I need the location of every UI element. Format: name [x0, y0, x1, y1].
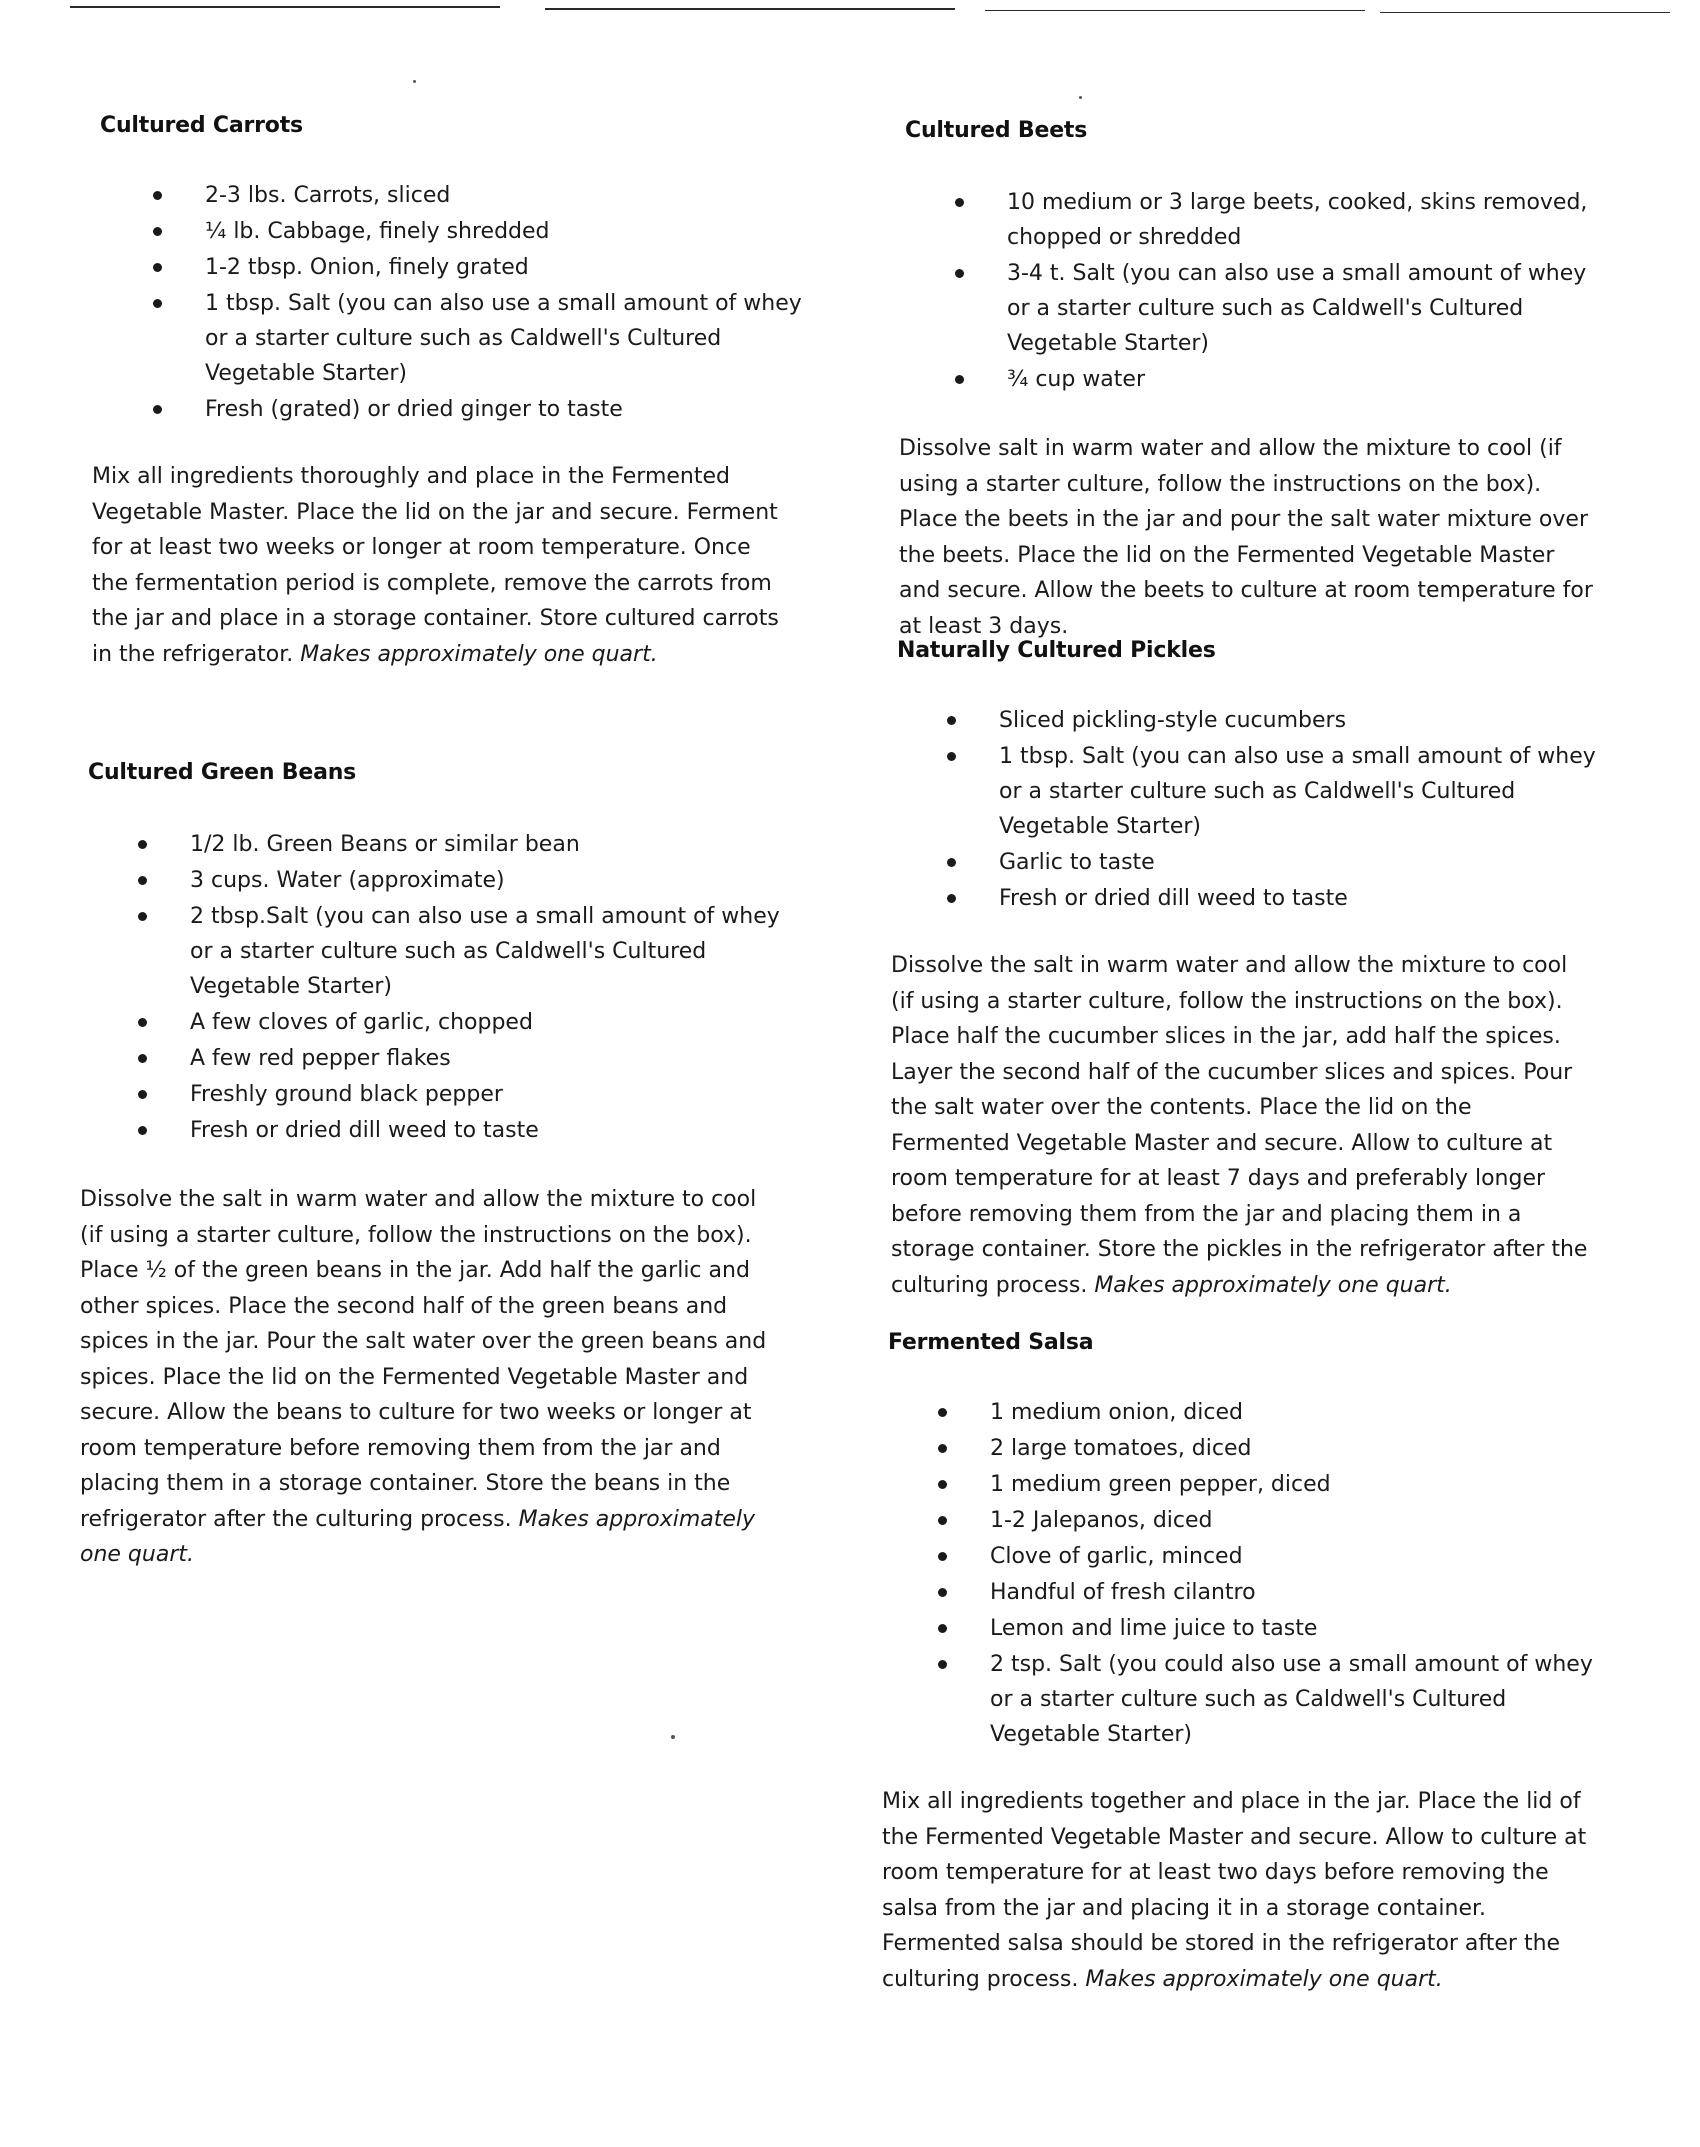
bullet-icon: [153, 191, 162, 200]
scan-edge-line: [70, 6, 500, 8]
bullet-icon: [947, 752, 956, 761]
ingredient-item: 2 tbsp.Salt (you can also use a small amount of whey or a starter culture such as Caldwell's Cultured Vegetable Starter): [138, 899, 808, 1004]
ingredient-item: 1/2 lb. Green Beans or similar bean: [138, 827, 808, 862]
ingredient-item: 1 medium green pepper, diced: [938, 1467, 1608, 1502]
bullet-icon: [138, 840, 147, 849]
scan-edge-line: [545, 8, 955, 10]
bullet-icon: [138, 1054, 147, 1063]
bullet-icon: [938, 1660, 947, 1669]
ingredient-item: Fresh or dried dill weed to taste: [138, 1113, 808, 1148]
ingredient-item: Clove of garlic, minced: [938, 1539, 1608, 1574]
ingredient-item: Garlic to taste: [947, 845, 1617, 880]
recipe-title: Fermented Salsa: [888, 1330, 1094, 1355]
bullet-icon: [947, 894, 956, 903]
ingredient-item: Fresh (grated) or dried ginger to taste: [153, 392, 820, 427]
ingredient-item: A few cloves of garlic, chopped: [138, 1005, 808, 1040]
bullet-icon: [138, 1018, 147, 1027]
recipe-cultured-carrots: [92, 113, 820, 672]
bullet-icon: [947, 858, 956, 867]
recipe-yield: Makes approximately one quart.: [1085, 1966, 1443, 1992]
bullet-icon: [138, 876, 147, 885]
recipe-fermented-salsa: [882, 1330, 1608, 1997]
recipe-instructions: Dissolve the salt in warm water and allow the mixture to cool (if using a starter culture, follow the instructions on the box). Place half the cucumber slices in the jar, add half the spices. Layer the second half of the cucumber slices and spices. Pour the salt water over the contents. Place the lid on the Fermented Vegetable Master and secure. Allow to culture at room temperature for at least 7 days and preferably longer before removing them from the jar and placing them in a storage container. Store the pickles in the refrigerator after the culturing process. Makes approximately one quart.: [891, 953, 1588, 1298]
bullet-icon: [938, 1516, 947, 1525]
bullet-icon: [153, 227, 162, 236]
recipe-title: Naturally Cultured Pickles: [897, 638, 1216, 663]
ingredient-item: 1 tbsp. Salt (you can also use a small amount of whey or a starter culture such as Caldwell's Cultured Vegetable Starter): [947, 739, 1617, 844]
ingredient-item: 3-4 t. Salt (you can also use a small amount of whey or a starter culture such as Caldwell's Cultured Vegetable Starter): [955, 256, 1615, 361]
ingredient-list: [138, 827, 808, 1148]
bullet-icon: [153, 263, 162, 272]
ingredient-item: Fresh or dried dill weed to taste: [947, 881, 1617, 916]
ingredient-item: Handful of fresh cilantro: [938, 1575, 1608, 1610]
bullet-icon: [153, 405, 162, 414]
ingredient-item: ¼ lb. Cabbage, finely shredded: [153, 214, 820, 249]
ingredient-item: A few red pepper flakes: [138, 1041, 808, 1076]
ingredient-list: [153, 178, 820, 427]
bullet-icon: [138, 1090, 147, 1099]
ingredient-item: 1-2 Jalepanos, diced: [938, 1503, 1608, 1538]
bullet-icon: [955, 375, 964, 384]
recipe-instructions: Mix all ingredients thoroughly and place in the Fermented Vegetable Master. Place the lid on the jar and secure. Ferment for at least two weeks or longer at room temperature. Once the fermentation period is complete, remove the carrots from the jar and place in a storage container. Store cultured carrots in the refrigerator. Makes approximately one quart.: [92, 464, 779, 667]
bullet-icon: [153, 299, 162, 308]
bullet-icon: [138, 1126, 147, 1135]
recipe-naturally-cultured-pickles: [891, 638, 1617, 1303]
recipe-title: Cultured Carrots: [100, 113, 303, 138]
scan-speck: [1079, 96, 1082, 99]
ingredient-item: 10 medium or 3 large beets, cooked, skins removed, chopped or shredded: [955, 185, 1615, 255]
recipe-title: Cultured Green Beans: [88, 760, 357, 785]
recipe-title: Cultured Beets: [905, 118, 1088, 143]
bullet-icon: [938, 1408, 947, 1417]
ingredient-item: 1-2 tbsp. Onion, finely grated: [153, 250, 820, 285]
scan-speck: [413, 80, 416, 83]
ingredient-item: 1 tbsp. Salt (you can also use a small amount of whey or a starter culture such as Caldwell's Cultured Vegetable Starter): [153, 286, 820, 391]
bullet-icon: [955, 198, 964, 207]
ingredient-item: 3 cups. Water (approximate): [138, 863, 808, 898]
ingredient-list: [938, 1395, 1608, 1752]
bullet-icon: [938, 1480, 947, 1489]
bullet-icon: [938, 1624, 947, 1633]
bullet-icon: [938, 1444, 947, 1453]
ingredient-list: [947, 703, 1617, 916]
ingredient-item: Lemon and lime juice to taste: [938, 1611, 1608, 1646]
recipe-yield: Makes approximately one quart.: [1094, 1272, 1452, 1298]
ingredient-item: Freshly ground black pepper: [138, 1077, 808, 1112]
recipe-cultured-beets: [899, 118, 1615, 644]
scan-speck: [671, 1735, 675, 1739]
ingredient-item: 1 medium onion, diced: [938, 1395, 1608, 1430]
scan-edge-line: [1380, 12, 1670, 13]
bullet-icon: [938, 1588, 947, 1597]
ingredient-item: 2-3 lbs. Carrots, sliced: [153, 178, 820, 213]
scan-edge-line: [985, 10, 1365, 11]
recipe-instructions: Dissolve salt in warm water and allow the mixture to cool (if using a starter culture, follow the instructions on the box). Place the beets in the jar and pour the salt water mixture over the beets. Place the lid on the Fermented Vegetable Master and secure. Allow the beets to culture at room temperature for at least 3 days.: [899, 436, 1593, 639]
ingredient-list: [955, 185, 1615, 397]
ingredient-item: Sliced pickling-style cucumbers: [947, 703, 1617, 738]
recipe-cultured-green-beans: [80, 760, 808, 1573]
ingredient-item: 2 tsp. Salt (you could also use a small amount of whey or a starter culture such as Caldwell's Cultured Vegetable Starter): [938, 1647, 1608, 1752]
ingredient-item: 2 large tomatoes, diced: [938, 1431, 1608, 1466]
bullet-icon: [947, 716, 956, 725]
ingredient-item: ¾ cup water: [955, 362, 1615, 397]
recipe-yield: Makes approximately one quart.: [80, 1506, 756, 1567]
recipe-instructions: Dissolve the salt in warm water and allow the mixture to cool (if using a starter culture, follow the instructions on the box). Place ½ of the green beans in the jar. Add half the garlic and other spices. Place the second half of the green beans and spices in the jar. Pour the salt water over the green beans and spices. Place the lid on the Fermented Vegetable Master and secure. Allow the beans to culture for two weeks or longer at room temperature before removing them from the jar and placing them in a storage container. Store the beans in the refrigerator after the culturing process. Makes approximately one quart.: [80, 1187, 767, 1567]
bullet-icon: [938, 1552, 947, 1561]
recipe-yield: Makes approximately one quart.: [300, 641, 658, 667]
bullet-icon: [138, 912, 147, 921]
recipe-instructions: Mix all ingredients together and place in the jar. Place the lid of the Fermented Vegetable Master and secure. Allow to culture at room temperature for at least two days before removing the salsa from the jar and placing it in a storage container. Fermented salsa should be stored in the refrigerator after the culturing process. Makes approximately one quart.: [882, 1789, 1587, 1992]
bullet-icon: [955, 269, 964, 278]
